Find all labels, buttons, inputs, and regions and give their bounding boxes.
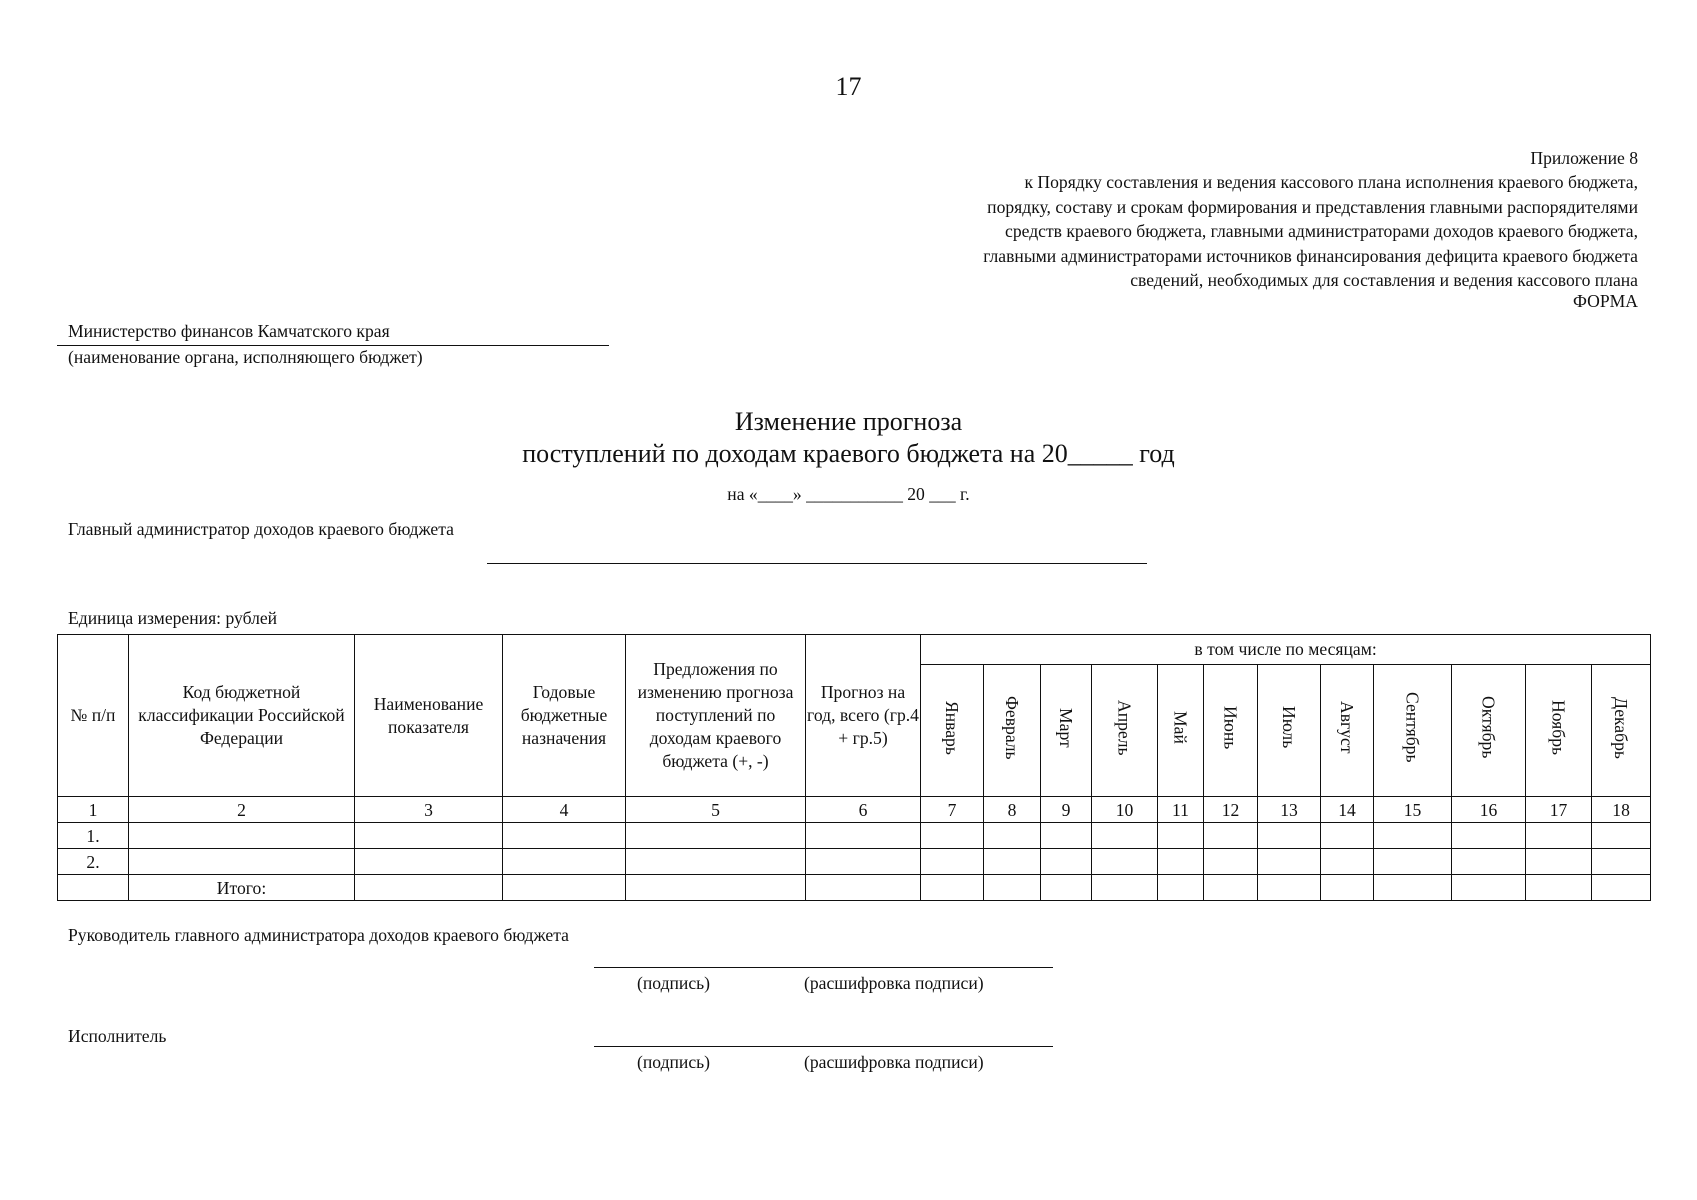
cell[interactable] bbox=[355, 823, 503, 849]
cell[interactable] bbox=[355, 849, 503, 875]
signature-decode-caption: (расшифровка подписи) bbox=[804, 973, 984, 993]
month-label: Март bbox=[1056, 707, 1076, 748]
appendix-title: Приложение 8 bbox=[1530, 148, 1638, 168]
forecast-table bbox=[57, 634, 1651, 901]
cell[interactable] bbox=[1204, 823, 1258, 849]
page-number: 17 bbox=[835, 72, 862, 101]
cell[interactable] bbox=[1526, 875, 1592, 901]
header-month-jul bbox=[1258, 665, 1321, 797]
month-label: Январь bbox=[942, 700, 962, 755]
cell[interactable] bbox=[1258, 823, 1321, 849]
cell[interactable] bbox=[1158, 849, 1204, 875]
appendix-line: сведений, необходимых для составления и ведения кассового плана bbox=[1130, 270, 1638, 291]
month-label: Февраль bbox=[1002, 695, 1022, 760]
cell[interactable] bbox=[1592, 849, 1651, 875]
month-label: Октябрь bbox=[1478, 696, 1499, 759]
column-number: 1 bbox=[58, 797, 129, 823]
column-number: 5 bbox=[626, 797, 806, 823]
cell[interactable] bbox=[1374, 823, 1452, 849]
cell[interactable] bbox=[1204, 849, 1258, 875]
cell[interactable] bbox=[626, 849, 806, 875]
column-number: 17 bbox=[1526, 797, 1592, 823]
month-label: Июль bbox=[1279, 706, 1299, 749]
unit-label: Единица измерения: рублей bbox=[68, 608, 278, 628]
admin-field-line[interactable] bbox=[487, 563, 1147, 564]
header-month-oct bbox=[1452, 665, 1526, 797]
header-name: Наименование показателя bbox=[355, 635, 503, 797]
month-label: Ноябрь bbox=[1548, 699, 1569, 756]
cell[interactable] bbox=[503, 849, 626, 875]
cell[interactable] bbox=[503, 875, 626, 901]
cell[interactable] bbox=[1041, 849, 1092, 875]
column-number: 10 bbox=[1092, 797, 1158, 823]
organization-name: Министерство финансов Камчатского края bbox=[68, 321, 390, 341]
header-month-mar bbox=[1041, 665, 1092, 797]
cell[interactable] bbox=[984, 849, 1041, 875]
cell[interactable] bbox=[1321, 823, 1374, 849]
column-number: 18 bbox=[1592, 797, 1651, 823]
table-row bbox=[58, 849, 1651, 875]
appendix-line: к Порядку составления и ведения кассового плана исполнения краевого бюджета, bbox=[1024, 172, 1638, 193]
document-subtitle: поступлений по доходам краевого бюджета на 20_____ год bbox=[522, 439, 1175, 468]
cell[interactable] bbox=[355, 875, 503, 901]
cell[interactable] bbox=[1452, 823, 1526, 849]
cell-code[interactable] bbox=[129, 849, 355, 875]
header-month-sep bbox=[1374, 665, 1452, 797]
header-month-jan bbox=[921, 665, 984, 797]
cell[interactable] bbox=[1592, 823, 1651, 849]
cell[interactable] bbox=[806, 849, 921, 875]
appendix-line: главными администраторами источников финансирования дефицита краевого бюджета bbox=[983, 245, 1638, 266]
cell[interactable] bbox=[1258, 875, 1321, 901]
table-row bbox=[58, 823, 1651, 849]
cell[interactable] bbox=[1041, 823, 1092, 849]
header-forecast: Прогноз на год, всего (гр.4 + гр.5) bbox=[806, 635, 921, 797]
date-line: на «____» ___________ 20 ___ г. bbox=[727, 484, 970, 504]
column-number: 14 bbox=[1321, 797, 1374, 823]
cell[interactable] bbox=[984, 875, 1041, 901]
cell[interactable] bbox=[626, 823, 806, 849]
row-number bbox=[58, 875, 129, 901]
column-number: 7 bbox=[921, 797, 984, 823]
appendix-block bbox=[983, 146, 1638, 292]
header-month-aug bbox=[1321, 665, 1374, 797]
cell[interactable] bbox=[1092, 823, 1158, 849]
cell[interactable] bbox=[1374, 849, 1452, 875]
signature-caption: (подпись) bbox=[637, 973, 711, 993]
column-number: 15 bbox=[1374, 797, 1452, 823]
header-month-dec bbox=[1592, 665, 1651, 797]
column-number: 12 bbox=[1204, 797, 1258, 823]
month-label: Сентябрь bbox=[1402, 692, 1423, 763]
month-label: Май bbox=[1170, 711, 1191, 744]
cell[interactable] bbox=[1526, 849, 1592, 875]
header-month-jun bbox=[1204, 665, 1258, 797]
signature-caption: (подпись) bbox=[637, 1052, 711, 1072]
cell[interactable] bbox=[921, 875, 984, 901]
total-label: Итого: bbox=[129, 875, 355, 901]
cell[interactable] bbox=[1158, 823, 1204, 849]
cell[interactable] bbox=[626, 875, 806, 901]
cell[interactable] bbox=[806, 823, 921, 849]
cell[interactable] bbox=[1452, 875, 1526, 901]
month-label: Декабрь bbox=[1611, 696, 1632, 759]
organization-caption: (наименование органа, исполняющего бюджет) bbox=[68, 347, 423, 367]
cell[interactable] bbox=[1204, 875, 1258, 901]
column-number: 16 bbox=[1452, 797, 1526, 823]
column-number: 6 bbox=[806, 797, 921, 823]
cell[interactable] bbox=[806, 875, 921, 901]
cell[interactable] bbox=[1321, 849, 1374, 875]
cell[interactable] bbox=[1092, 849, 1158, 875]
organization-underline bbox=[57, 345, 609, 346]
column-number: 8 bbox=[984, 797, 1041, 823]
header-no: № п/п bbox=[58, 635, 129, 797]
month-label: Июнь bbox=[1220, 705, 1241, 750]
executor-signature-line[interactable] bbox=[594, 1046, 1053, 1047]
admin-label: Главный администратор доходов краевого бюджета bbox=[68, 519, 454, 539]
header-proposals: Предложения по изменению прогноза поступлений по доходам краевого бюджета (+, -) bbox=[626, 635, 806, 797]
cell[interactable] bbox=[921, 849, 984, 875]
month-label: Август bbox=[1337, 701, 1357, 754]
column-number: 2 bbox=[129, 797, 355, 823]
month-label: Апрель bbox=[1114, 699, 1135, 756]
header-annual: Годовые бюджетные назначения bbox=[503, 635, 626, 797]
header-months-group: в том числе по месяцам: bbox=[921, 635, 1651, 665]
column-number: 13 bbox=[1258, 797, 1321, 823]
header-month-may bbox=[1158, 665, 1204, 797]
header-month-feb bbox=[984, 665, 1041, 797]
column-number: 4 bbox=[503, 797, 626, 823]
cell[interactable] bbox=[1374, 875, 1452, 901]
cell[interactable] bbox=[1592, 875, 1651, 901]
appendix-line: порядку, составу и срокам формирования и представления главными распорядителями bbox=[987, 196, 1638, 217]
cell[interactable] bbox=[1526, 823, 1592, 849]
row-number: 1. bbox=[58, 823, 129, 849]
head-signature-label: Руководитель главного администратора доходов краевого бюджета bbox=[68, 925, 569, 945]
cell[interactable] bbox=[1158, 875, 1204, 901]
header-month-apr bbox=[1092, 665, 1158, 797]
form-label: ФОРМА bbox=[1573, 291, 1638, 311]
cell-code[interactable] bbox=[129, 823, 355, 849]
header-month-nov bbox=[1526, 665, 1592, 797]
cell[interactable] bbox=[1041, 875, 1092, 901]
head-signature-line[interactable] bbox=[594, 967, 1053, 968]
total-row bbox=[58, 875, 1651, 901]
executor-label: Исполнитель bbox=[68, 1026, 167, 1046]
column-number-row bbox=[58, 797, 1651, 823]
appendix-line: средств краевого бюджета, главными администраторами доходов краевого бюджета, bbox=[1005, 221, 1638, 242]
cell[interactable] bbox=[1452, 849, 1526, 875]
column-number: 9 bbox=[1041, 797, 1092, 823]
cell[interactable] bbox=[1258, 849, 1321, 875]
cell[interactable] bbox=[1321, 875, 1374, 901]
document-title: Изменение прогноза bbox=[734, 407, 963, 436]
column-number: 11 bbox=[1158, 797, 1204, 823]
cell[interactable] bbox=[1092, 875, 1158, 901]
cell[interactable] bbox=[503, 823, 626, 849]
cell[interactable] bbox=[984, 823, 1041, 849]
column-number: 3 bbox=[355, 797, 503, 823]
row-number: 2. bbox=[58, 849, 129, 875]
signature-decode-caption: (расшифровка подписи) bbox=[804, 1052, 984, 1072]
header-code: Код бюджетной классификации Российской Федерации bbox=[129, 635, 355, 797]
cell[interactable] bbox=[921, 823, 984, 849]
